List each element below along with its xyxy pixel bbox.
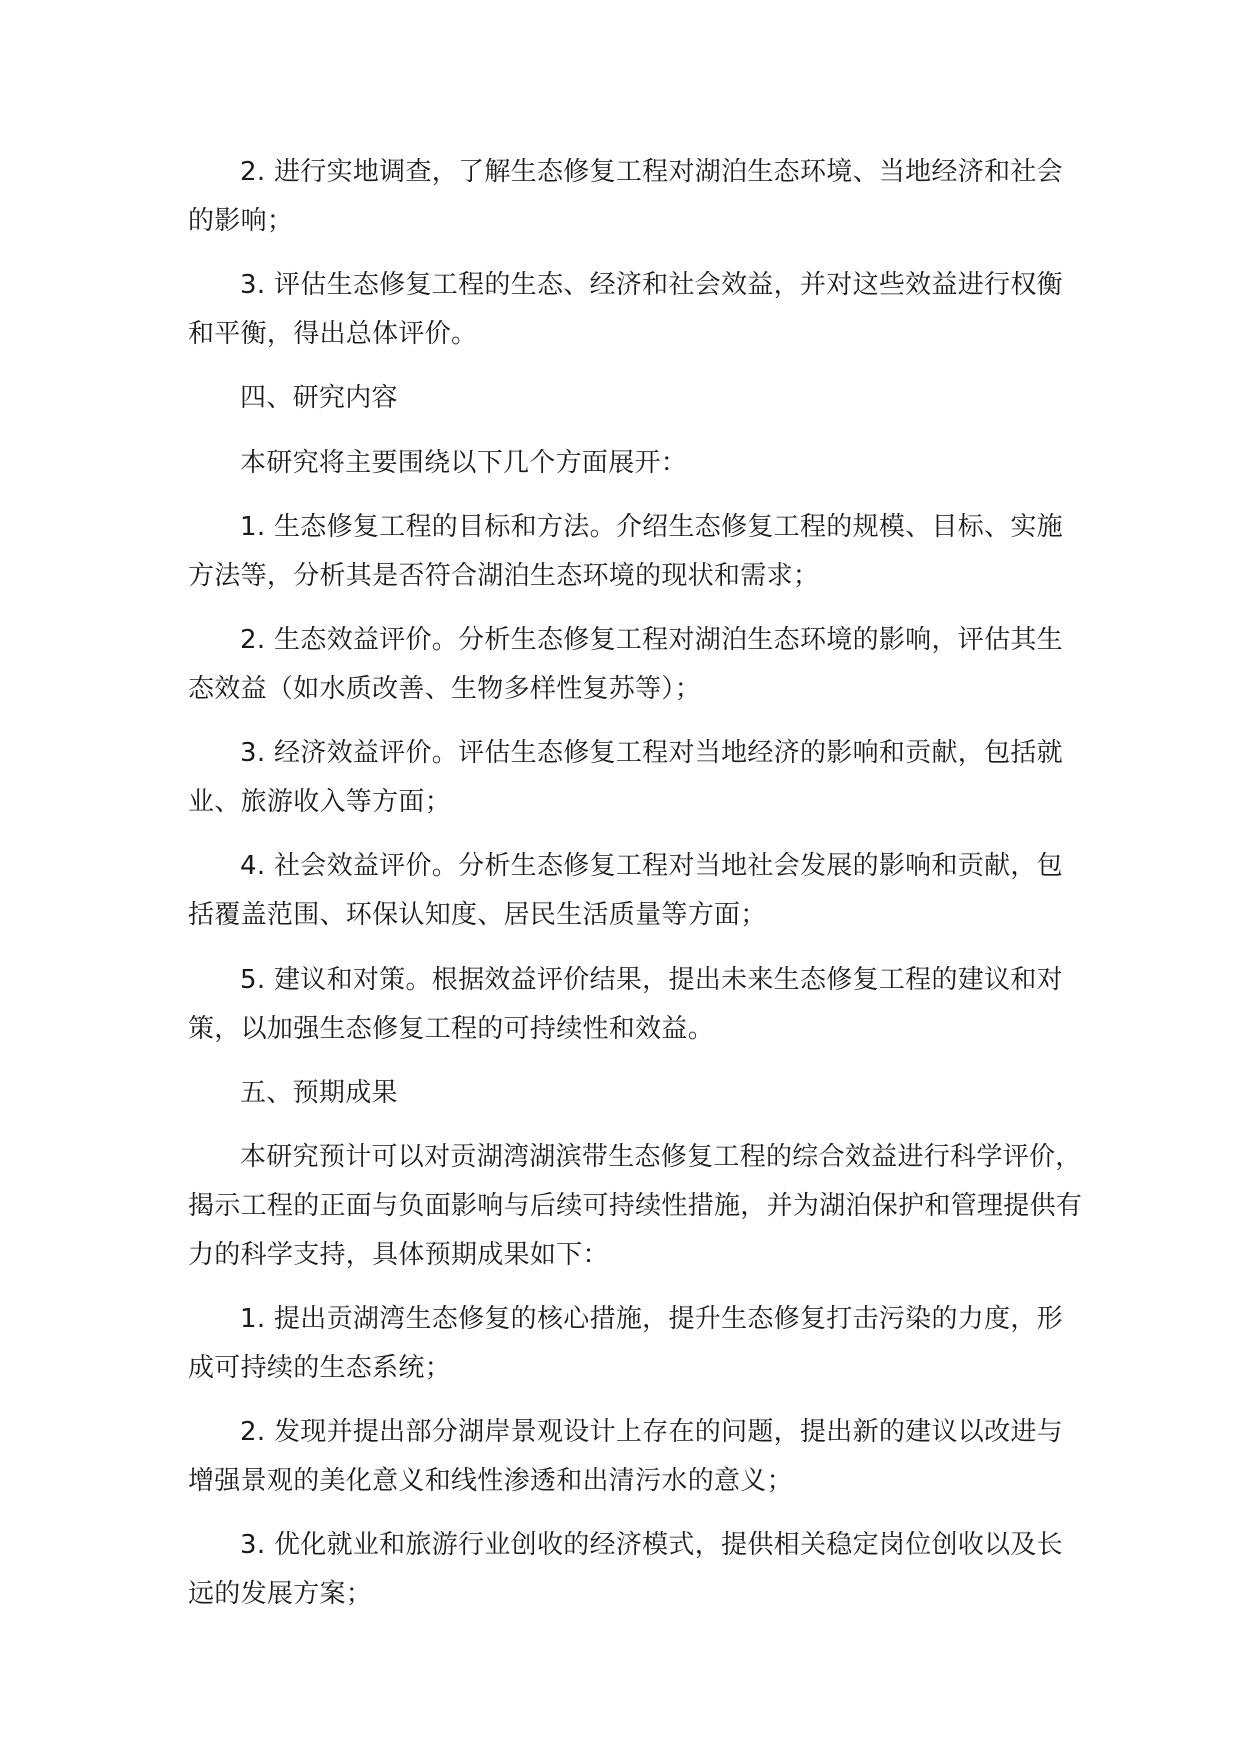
paragraph-result-1: 1. 提出贡湖湾生态修复的核心措施，提升生态修复打击污染的力度，形成可持续的生态系统； [188,1304,1063,1384]
paragraph-content-1: 1. 生态修复工程的目标和方法。介绍生态修复工程的规模、目标、实施方法等，分析其是否符合湖泊生态环境的现状和需求； [188,511,1063,591]
paragraph-content-4: 4. 社会效益评价。分析生态修复工程对当地社会发展的影响和贡献，包括覆盖范围、环保认知度、居民生活质量等方面； [188,851,1063,931]
paragraph-research-intro: 本研究将主要围绕以下几个方面展开： [240,447,688,478]
paragraph-content-2: 2. 生态效益评价。分析生态修复工程对湖泊生态环境的影响，评估其生态效益（如水质改善、生物多样性复苏等）； [188,624,1063,704]
paragraph-objective-3: 3. 评估生态修复工程的生态、经济和社会效益，并对这些效益进行权衡和平衡，得出总体评价。 [188,270,1063,350]
paragraph-content-5: 5. 建议和对策。根据效益评价结果，提出未来生态修复工程的建议和对策，以加强生态修复工程的可持续性和效益。 [188,964,1063,1044]
paragraph-result-2: 2. 发现并提出部分湖岸景观设计上存在的问题，提出新的建议以改进与增强景观的美化意义和线性渗透和出清污水的意义； [188,1417,1063,1497]
section-heading-research-content: 四、研究内容 [240,383,398,414]
paragraph-content-3: 3. 经济效益评价。评估生态修复工程对当地经济的影响和贡献，包括就业、旅游收入等方面； [188,738,1063,818]
paragraph-expected-intro: 本研究预计可以对贡湖湾湖滨带生态修复工程的综合效益进行科学评价，揭示工程的正面与负面影响与后续可持续性措施，并为湖泊保护和管理提供有力的科学支持，具体预期成果如下： [188,1141,1083,1270]
document-body [188,148,1088,1635]
paragraph-objective-2: 2. 进行实地调查，了解生态修复工程对湖泊生态环境、当地经济和社会的影响； [188,157,1063,236]
paragraph-result-3: 3. 优化就业和旅游行业创收的经济模式，提供相关稳定岗位创收以及长远的发展方案； [188,1530,1063,1610]
section-heading-expected-results: 五、预期成果 [240,1077,398,1108]
